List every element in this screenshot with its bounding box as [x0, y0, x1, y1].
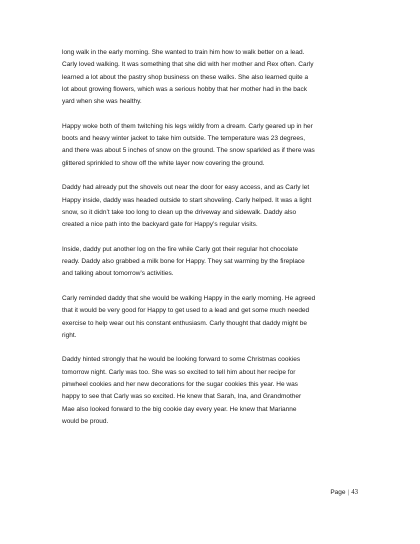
text-line: snow, so it didn’t take too long to clean up the driveway and sidewalk. Daddy also	[62, 208, 297, 216]
page-footer	[330, 489, 358, 496]
text-line: Daddy hinted strongly that he would be looking forward to some Christmas cookies	[62, 356, 301, 364]
text-line: created a nice path into the backyard gate for Happy’s regular visits.	[62, 221, 258, 229]
text-line: Carly loved walking. It was something that she did with her mother and Rex often. Carly	[62, 61, 314, 69]
text-line: exercise to help wear out his constant enthusiasm. Carly thought that daddy might be	[62, 319, 307, 327]
text-line: happy to see that Carly was so excited. He knew that Sarah, Ina, and Grandmother	[62, 393, 302, 401]
page-label: Page	[330, 489, 346, 496]
text-line: Daddy had already put the shovels out near the door for easy access, and as Carly let	[62, 184, 310, 192]
paragraph-4	[62, 244, 380, 281]
paragraph-5	[62, 293, 380, 342]
text-line: ready. Daddy also grabbed a milk bone for Happy. They sat warming by the fireplace	[62, 258, 305, 266]
paragraph-6	[62, 354, 380, 428]
text-line: boots and heavy winter jacket to take him outside. The temperature was 23 degrees,	[62, 135, 306, 143]
text-line: Inside, daddy put another log on the fire while Carly got their regular hot chocolate	[62, 245, 298, 253]
text-line: learned a lot about the pastry shop business on these walks. She also learned quite a	[62, 73, 309, 81]
paragraph-3	[62, 182, 380, 231]
text-line: and there was about 5 inches of snow on the ground. The snow sparkled as if there was	[62, 147, 315, 155]
paragraph-1	[62, 47, 380, 108]
text-line: tomorrow night. Carly was too. She was so excited to tell him about her recipe for	[62, 368, 296, 376]
paragraph-2	[62, 121, 380, 170]
text-line: yard when she was healthy.	[62, 98, 142, 106]
text-line: glittered sprinkled to show off the white layer now covering the ground.	[62, 159, 265, 167]
page-number: 43	[351, 489, 358, 496]
text-line: pinwheel cookies and her new decorations for the sugar cookies this year. He was	[62, 381, 298, 389]
text-line: would be proud.	[62, 417, 109, 425]
text-line: that it would be very good for Happy to get used to a lead and get some much needed	[62, 307, 310, 315]
page-separator: |	[347, 489, 350, 496]
text-line: right.	[62, 331, 77, 339]
text-line: and talking about tomorrow’s activities.	[62, 270, 174, 278]
body-text	[62, 47, 380, 441]
text-line: Happy inside, daddy was headed outside to start shoveling. Carly helped. It was a light	[62, 196, 312, 204]
text-line: Happy woke both of them twitching his legs wildly from a dream. Carly geared up in her	[62, 122, 313, 130]
text-line: long walk in the early morning. She wanted to train him how to walk better on a lead.	[62, 49, 305, 56]
text-line: lot about growing flowers, which was a serious hobby that her mother had in the back	[62, 85, 307, 93]
text-line: Carly reminded daddy that she would be walking Happy in the early morning. He agreed	[62, 294, 316, 302]
text-line: Mae also looked forward to the big cookie day every year. He knew that Marianne	[62, 405, 297, 413]
